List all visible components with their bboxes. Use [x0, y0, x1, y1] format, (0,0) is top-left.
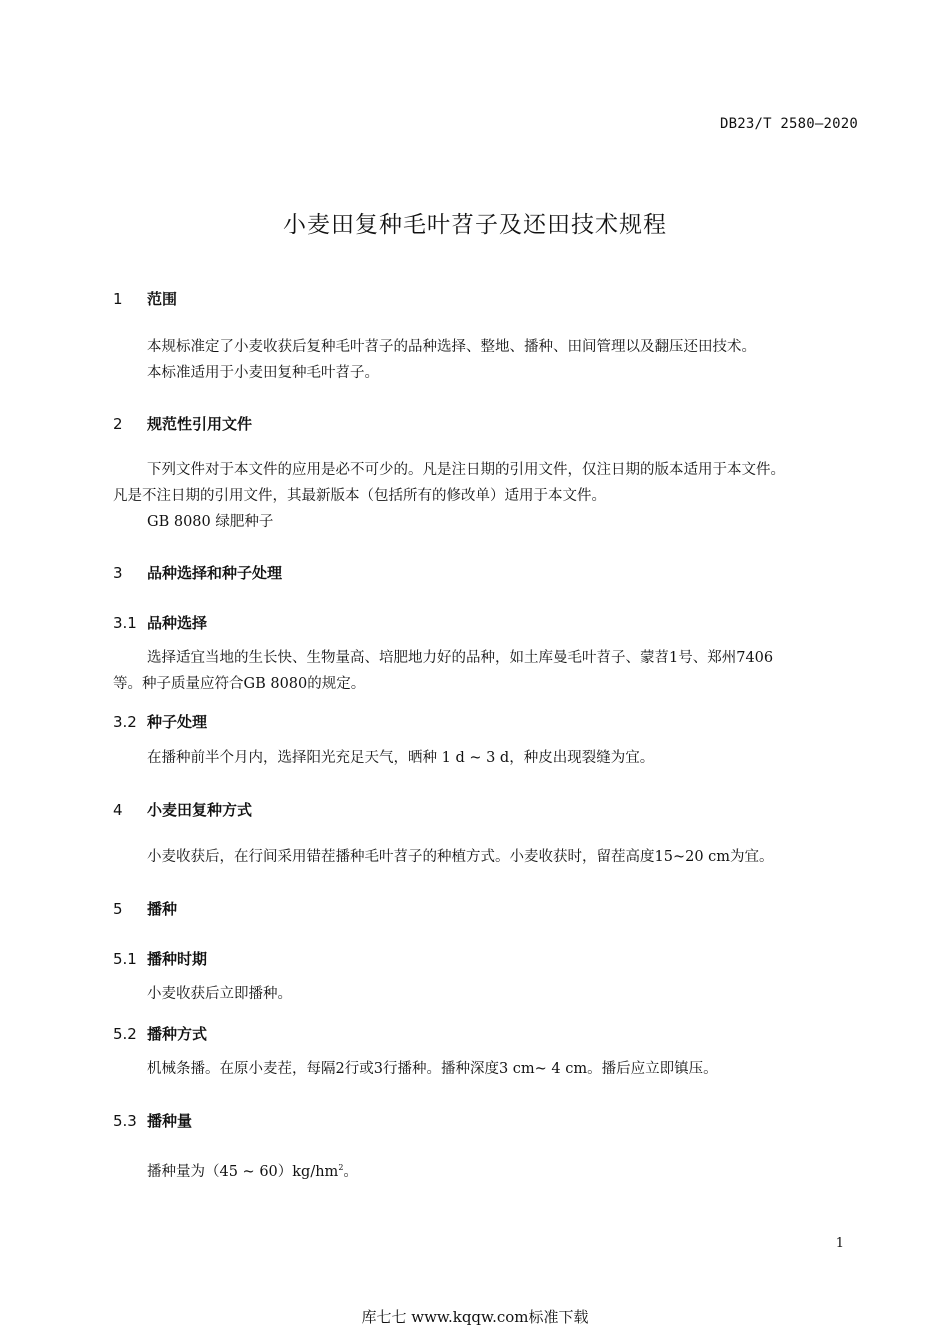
section-5-3-heading [113, 1110, 192, 1131]
section-number: 5.1 [113, 950, 137, 968]
section-1-body [113, 334, 861, 386]
section-5-1-heading [113, 948, 207, 969]
section-2-heading [113, 413, 252, 434]
paragraph: 本标准适用于小麦田复种毛叶苕子。 [147, 365, 379, 381]
superscript: 2 [338, 1163, 344, 1172]
page-number: 1 [835, 1236, 844, 1251]
paragraph-line: 等。种子质量应符合GB 8080的规定。 [113, 676, 366, 692]
section-number: 1 [113, 290, 123, 308]
section-5-heading [113, 898, 177, 919]
section-5-2-heading [113, 1023, 207, 1044]
section-title: 播种 [147, 900, 178, 918]
section-4-heading [113, 799, 252, 820]
watermark-footer: 库七七 www.kqqw.com标准下载 [361, 1308, 589, 1326]
section-2-body [113, 457, 861, 535]
period: 。 [343, 1163, 358, 1180]
paragraph-line: 凡是不注日期的引用文件，其最新版本（包括所有的修改单）适用于本文件。 [113, 488, 606, 504]
section-number: 5 [113, 900, 123, 918]
section-title: 播种方式 [147, 1025, 208, 1043]
section-number: 3.1 [113, 614, 137, 632]
paragraph [113, 1155, 861, 1185]
section-number: 4 [113, 801, 123, 819]
section-title: 品种选择 [147, 614, 208, 632]
section-5-2-body [113, 1056, 861, 1082]
section-5-3-body [113, 1155, 861, 1185]
section-number: 5.2 [113, 1025, 137, 1043]
document-code: DB23/T 2580—2020 [719, 116, 858, 132]
section-title: 范围 [147, 290, 178, 308]
section-number: 3.2 [113, 713, 137, 731]
paragraph: 在播种前半个月内，选择阳光充足天气，晒种 1 d ~ 3 d，种皮出现裂缝为宜。 [147, 750, 655, 766]
paragraph: 本规标准定了小麦收获后复种毛叶苕子的品种选择、整地、播种、田间管理以及翻压还田技术。 [147, 339, 756, 355]
section-4-body [113, 844, 861, 870]
reference-item: GB 8080 绿肥种子 [147, 514, 274, 530]
section-number: 2 [113, 415, 123, 433]
paragraph: 机械条播。在原小麦茬，每隔2行或3行播种。播种深度3 cm~ 4 cm。播后应立即镇压。 [147, 1061, 718, 1077]
paragraph: 小麦收获后，在行间采用错茬播种毛叶苕子的种植方式。小麦收获时，留茬高度15~20 cm为宜。 [147, 849, 774, 865]
section-3-2-heading [113, 711, 207, 732]
section-title: 规范性引用文件 [147, 415, 253, 433]
paragraph-line: 下列文件对于本文件的应用是必不可少的。凡是注日期的引用文件，仅注日期的版本适用于本文件。 [147, 462, 785, 478]
section-title: 播种量 [147, 1112, 193, 1130]
seeding-rate-text: 播种量为（45 ~ 60）kg/hm [147, 1163, 339, 1180]
document-title: 小麦田复种毛叶苕子及还田技术规程 [283, 212, 667, 238]
section-1-heading [113, 288, 177, 309]
section-number: 3 [113, 564, 123, 582]
section-number: 5.3 [113, 1112, 137, 1130]
paragraph: 小麦收获后立即播种。 [147, 986, 292, 1002]
paragraph-line: 选择适宜当地的生长快、生物量高、培肥地力好的品种，如土库曼毛叶苕子、蒙苕1号、郑州7406 [147, 650, 774, 666]
section-3-1-body [113, 645, 861, 697]
section-5-1-body [113, 981, 861, 1007]
section-3-heading [113, 562, 282, 583]
section-3-2-body [113, 745, 861, 771]
section-title: 种子处理 [147, 713, 208, 731]
section-title: 播种时期 [147, 950, 208, 968]
section-3-1-heading [113, 612, 207, 633]
section-title: 品种选择和种子处理 [147, 564, 283, 582]
section-title: 小麦田复种方式 [147, 801, 253, 819]
